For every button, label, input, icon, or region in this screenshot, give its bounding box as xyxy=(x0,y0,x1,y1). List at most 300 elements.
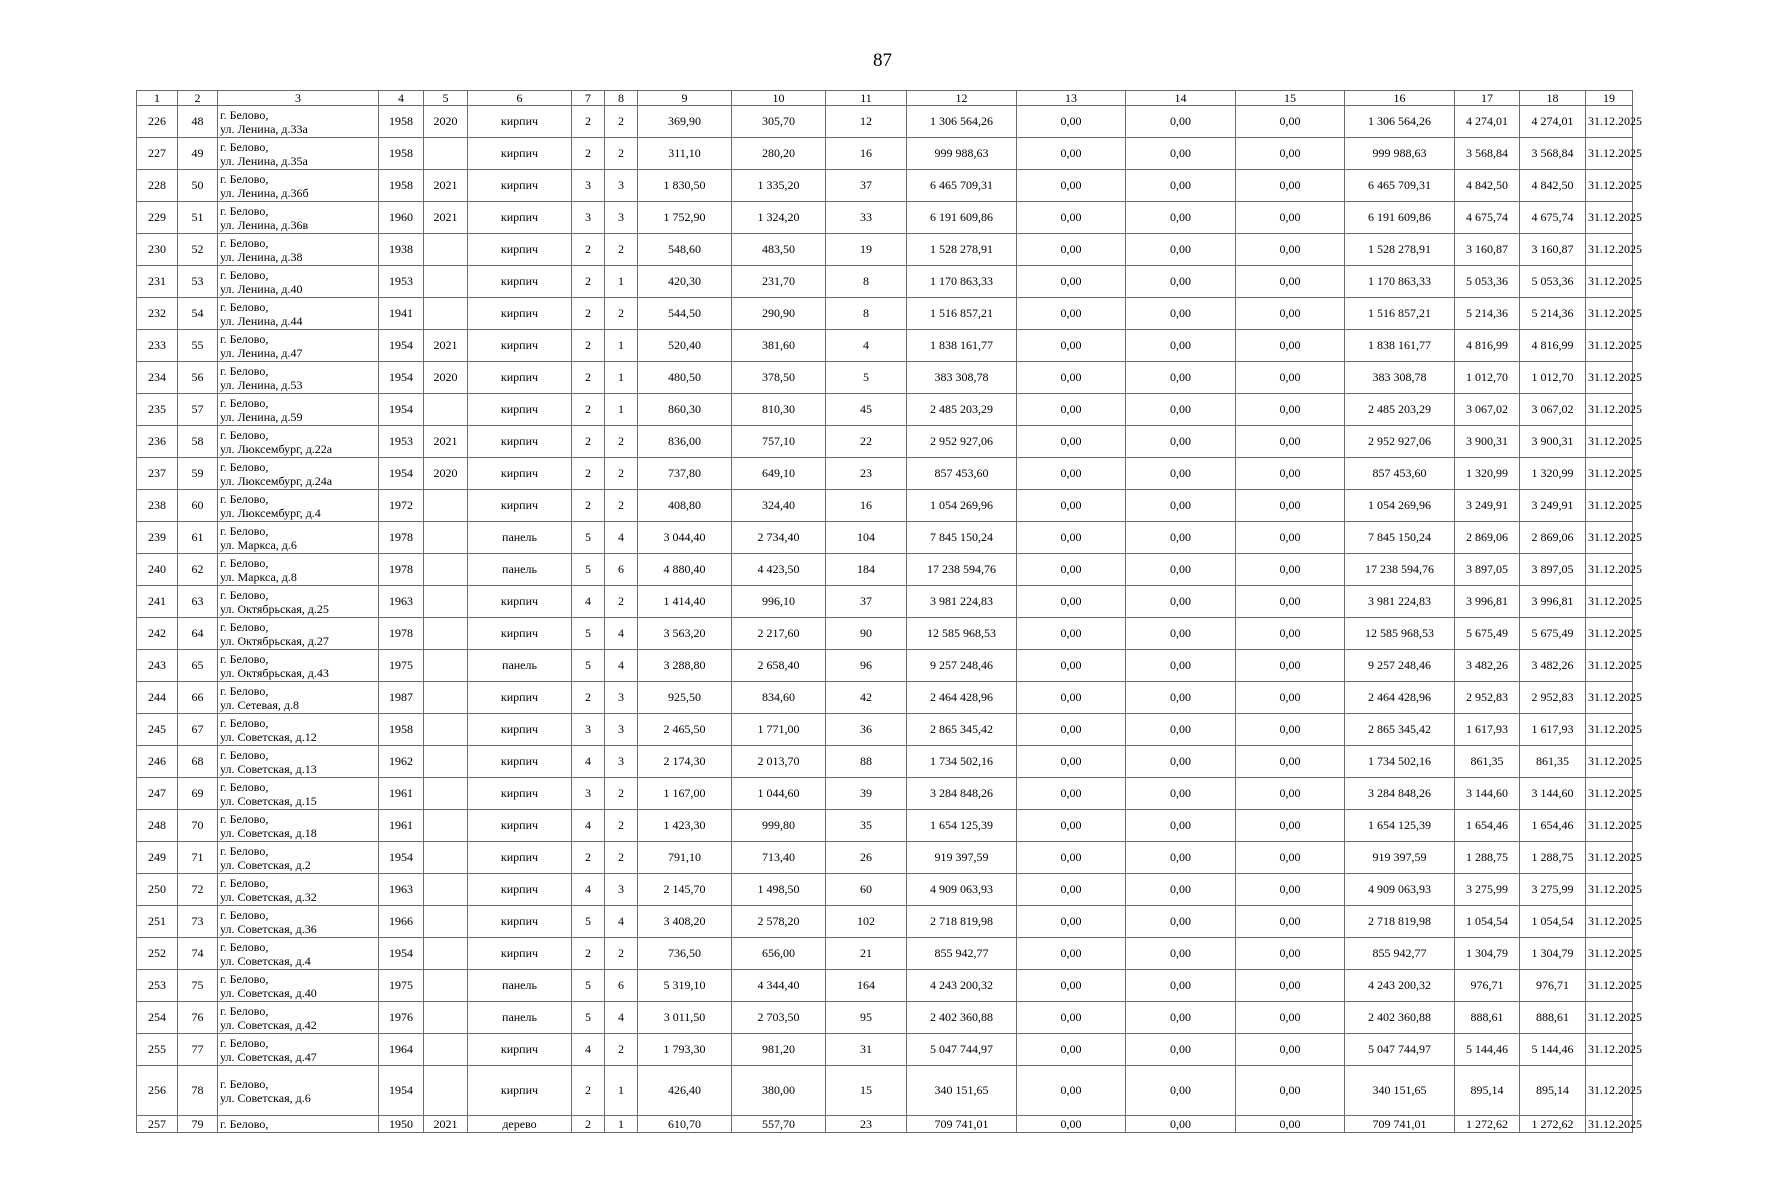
address-cell xyxy=(218,426,379,458)
table-cell: 33 xyxy=(826,202,907,234)
table-cell: 999 988,63 xyxy=(1345,138,1455,170)
table-cell: 3 xyxy=(605,202,638,234)
address-cell xyxy=(218,362,379,394)
table-cell: 3 568,84 xyxy=(1455,138,1520,170)
address-street: ул. Ленина, д.36в xyxy=(220,217,309,232)
table-cell: 4 842,50 xyxy=(1455,170,1520,202)
table-cell: 0,00 xyxy=(1126,778,1236,810)
address-city: г. Белово, xyxy=(220,267,269,282)
table-cell: 2 xyxy=(605,810,638,842)
table-cell: 55 xyxy=(178,330,218,362)
table-cell: 305,70 xyxy=(732,106,826,138)
table-cell: 232 xyxy=(137,298,178,330)
table-cell: 2020 xyxy=(424,458,468,490)
table-cell: 1 306 564,26 xyxy=(1345,106,1455,138)
table-cell: 0,00 xyxy=(1126,202,1236,234)
address-cell xyxy=(218,970,379,1002)
address-city: г. Белово, xyxy=(220,171,269,186)
table-cell: 1 320,99 xyxy=(1520,458,1586,490)
address-street: ул. Ленина, д.40 xyxy=(220,281,303,296)
table-cell: 290,90 xyxy=(732,298,826,330)
table-cell: 1978 xyxy=(379,554,424,586)
table-cell: 96 xyxy=(826,650,907,682)
table-cell: 1963 xyxy=(379,874,424,906)
table-cell: 1 654,46 xyxy=(1520,810,1586,842)
address-street: ул. Советская, д.40 xyxy=(220,985,317,1000)
table-cell: 79 xyxy=(178,1116,218,1133)
table-cell: 3 xyxy=(572,714,605,746)
table-cell: 69 xyxy=(178,778,218,810)
address-street: ул. Советская, д.4 xyxy=(220,953,311,968)
table-cell: 2 952 927,06 xyxy=(1345,426,1455,458)
table-cell: 0,00 xyxy=(1126,1066,1236,1116)
table-cell: 0,00 xyxy=(1236,426,1345,458)
table-cell: 226 xyxy=(137,106,178,138)
table-header xyxy=(137,91,1633,106)
address-street: ул. Советская, д.6 xyxy=(220,1090,311,1105)
table-cell: 102 xyxy=(826,906,907,938)
table-cell: 0,00 xyxy=(1017,458,1126,490)
table-cell: 2 xyxy=(572,1116,605,1133)
table-cell: 0,00 xyxy=(1017,650,1126,682)
table-cell xyxy=(424,234,468,266)
table-cell: 73 xyxy=(178,906,218,938)
table-cell: 2 xyxy=(605,586,638,618)
table-cell: 610,70 xyxy=(638,1116,732,1133)
table-cell: 61 xyxy=(178,522,218,554)
registry-table xyxy=(136,90,1642,1133)
table-cell: 6 191 609,86 xyxy=(1345,202,1455,234)
table-cell: панель xyxy=(468,522,572,554)
table-cell: 0,00 xyxy=(1017,1034,1126,1066)
table-cell: 0,00 xyxy=(1126,874,1236,906)
table-cell: 3 144,60 xyxy=(1455,778,1520,810)
table-cell: 810,30 xyxy=(732,394,826,426)
table-cell: 0,00 xyxy=(1236,938,1345,970)
table-cell: 228 xyxy=(137,170,178,202)
address-street: ул. Люксембург, д.24а xyxy=(220,473,333,488)
table-cell: 4 243 200,32 xyxy=(907,970,1017,1002)
table-cell: 31.12.2025 xyxy=(1586,138,1633,170)
table-cell: 3 900,31 xyxy=(1455,426,1520,458)
address-street: ул. Советская, д.2 xyxy=(220,857,311,872)
address-street: ул. Ленина, д.59 xyxy=(220,409,303,424)
table-cell: 0,00 xyxy=(1126,426,1236,458)
address-street: ул. Советская, д.13 xyxy=(220,761,317,776)
table-row xyxy=(137,298,1633,330)
table-cell: 0,00 xyxy=(1126,650,1236,682)
address-cell xyxy=(218,1002,379,1034)
table-cell: панель xyxy=(468,554,572,586)
table-cell: 16 xyxy=(826,490,907,522)
table-cell: 0,00 xyxy=(1236,1034,1345,1066)
table-cell: 2 xyxy=(572,426,605,458)
table-cell: 60 xyxy=(826,874,907,906)
table-cell: кирпич xyxy=(468,234,572,266)
table-row xyxy=(137,810,1633,842)
table-cell: 0,00 xyxy=(1236,234,1345,266)
table-cell: 2 xyxy=(572,298,605,330)
table-cell: 0,00 xyxy=(1236,394,1345,426)
column-header: 13 xyxy=(1017,91,1126,106)
table-cell: 0,00 xyxy=(1017,874,1126,906)
address-city: г. Белово, xyxy=(220,107,269,122)
address-cell xyxy=(218,682,379,714)
table-body xyxy=(137,106,1642,1133)
table-cell: 3 xyxy=(572,778,605,810)
table-cell: 1 734 502,16 xyxy=(907,746,1017,778)
table-cell: 925,50 xyxy=(638,682,732,714)
table-cell: 257 xyxy=(137,1116,178,1133)
table-cell: 1 xyxy=(605,1066,638,1116)
table-cell: 1 423,30 xyxy=(638,810,732,842)
table-cell: 3 996,81 xyxy=(1455,586,1520,618)
address-street: ул. Октябрьская, д.27 xyxy=(220,633,329,648)
table-cell: кирпич xyxy=(468,842,572,874)
table-cell: 67 xyxy=(178,714,218,746)
table-cell: 1 414,40 xyxy=(638,586,732,618)
table-cell: 255 xyxy=(137,1034,178,1066)
address-city: г. Белово, xyxy=(220,811,269,826)
table-cell: 369,90 xyxy=(638,106,732,138)
table-cell: 0,00 xyxy=(1126,522,1236,554)
table-cell xyxy=(424,1034,468,1066)
address-cell xyxy=(218,298,379,330)
table-cell: 2 734,40 xyxy=(732,522,826,554)
table-cell: 4 xyxy=(572,1034,605,1066)
table-cell: 3 xyxy=(605,714,638,746)
table-cell: 1 617,93 xyxy=(1520,714,1586,746)
table-cell: 0,00 xyxy=(1236,650,1345,682)
table-cell: 63 xyxy=(178,586,218,618)
table-cell: 1 xyxy=(605,362,638,394)
address-cell xyxy=(218,106,379,138)
table-cell xyxy=(424,650,468,682)
table-cell: 855 942,77 xyxy=(907,938,1017,970)
table-cell: 5 047 744,97 xyxy=(907,1034,1017,1066)
table-cell: 0,00 xyxy=(1126,810,1236,842)
table-cell: кирпич xyxy=(468,394,572,426)
table-cell: 5 053,36 xyxy=(1520,266,1586,298)
table-cell: 4 675,74 xyxy=(1455,202,1520,234)
address-cell xyxy=(218,650,379,682)
table-cell: 1975 xyxy=(379,650,424,682)
table-cell: 2 464 428,96 xyxy=(907,682,1017,714)
address-cell xyxy=(218,714,379,746)
table-cell: кирпич xyxy=(468,426,572,458)
table-cell: 4 xyxy=(605,650,638,682)
table-cell: 709 741,01 xyxy=(907,1116,1017,1133)
table-cell: дерево xyxy=(468,1116,572,1133)
table-cell: 0,00 xyxy=(1236,970,1345,1002)
table-cell: 31.12.2025 xyxy=(1586,426,1633,458)
table-cell: 757,10 xyxy=(732,426,826,458)
table-cell: 1961 xyxy=(379,810,424,842)
table-cell: 4 816,99 xyxy=(1520,330,1586,362)
table-cell: 2 952,83 xyxy=(1455,682,1520,714)
table-cell: 23 xyxy=(826,1116,907,1133)
address-cell xyxy=(218,554,379,586)
table-cell: 3 xyxy=(572,202,605,234)
table-cell: 311,10 xyxy=(638,138,732,170)
table-cell: 0,00 xyxy=(1236,682,1345,714)
table-cell: 0,00 xyxy=(1017,522,1126,554)
table-cell: 1958 xyxy=(379,170,424,202)
table-cell: кирпич xyxy=(468,106,572,138)
table-cell: 3 xyxy=(605,874,638,906)
table-cell: 2 xyxy=(605,778,638,810)
table-cell: 0,00 xyxy=(1017,170,1126,202)
table-cell: 3 275,99 xyxy=(1455,874,1520,906)
table-cell: кирпич xyxy=(468,362,572,394)
table-cell: 737,80 xyxy=(638,458,732,490)
table-cell: 1 288,75 xyxy=(1455,842,1520,874)
table-cell: 0,00 xyxy=(1126,170,1236,202)
table-cell: кирпич xyxy=(468,874,572,906)
address-city: г. Белово, xyxy=(220,619,269,634)
table-row xyxy=(137,362,1633,394)
table-cell: 22 xyxy=(826,426,907,458)
table-row xyxy=(137,554,1633,586)
table-cell: 231,70 xyxy=(732,266,826,298)
table-cell: 0,00 xyxy=(1126,1034,1236,1066)
table-cell: 1963 xyxy=(379,586,424,618)
table-cell: 4 xyxy=(572,586,605,618)
table-cell: 2 013,70 xyxy=(732,746,826,778)
table-cell: 21 xyxy=(826,938,907,970)
table-cell: 1 304,79 xyxy=(1520,938,1586,970)
table-cell: 104 xyxy=(826,522,907,554)
table-cell: 236 xyxy=(137,426,178,458)
column-header: 10 xyxy=(732,91,826,106)
address-cell xyxy=(218,810,379,842)
table-cell: кирпич xyxy=(468,490,572,522)
table-cell: 1 793,30 xyxy=(638,1034,732,1066)
table-cell: 1 838 161,77 xyxy=(907,330,1017,362)
address-cell xyxy=(218,490,379,522)
table-cell: 23 xyxy=(826,458,907,490)
address-city: г. Белово, xyxy=(220,491,269,506)
table-cell: 3 067,02 xyxy=(1455,394,1520,426)
table-cell: 39 xyxy=(826,778,907,810)
table-cell: 245 xyxy=(137,714,178,746)
table-cell: 340 151,65 xyxy=(907,1066,1017,1116)
address-street: ул. Октябрьская, д.25 xyxy=(220,601,329,616)
table-cell: 483,50 xyxy=(732,234,826,266)
table-cell: 1 304,79 xyxy=(1455,938,1520,970)
table-cell: 0,00 xyxy=(1126,618,1236,650)
table-cell: 3 897,05 xyxy=(1520,554,1586,586)
address-cell xyxy=(218,778,379,810)
table-cell: 0,00 xyxy=(1126,1116,1236,1133)
table-cell: 2 xyxy=(572,842,605,874)
table-cell: 31.12.2025 xyxy=(1586,906,1633,938)
table-row xyxy=(137,682,1633,714)
table-cell: 56 xyxy=(178,362,218,394)
table-cell: 31.12.2025 xyxy=(1586,842,1633,874)
table-cell: кирпич xyxy=(468,938,572,970)
address-cell xyxy=(218,394,379,426)
table-cell: 3 408,20 xyxy=(638,906,732,938)
address-cell xyxy=(218,330,379,362)
table-cell: 855 942,77 xyxy=(1345,938,1455,970)
table-cell xyxy=(424,810,468,842)
table-cell: кирпич xyxy=(468,138,572,170)
table-cell: 5 xyxy=(572,522,605,554)
table-cell: кирпич xyxy=(468,330,572,362)
table-cell: 919 397,59 xyxy=(1345,842,1455,874)
address-city: г. Белово, xyxy=(220,779,269,794)
table-cell: 3 160,87 xyxy=(1455,234,1520,266)
table-cell: 31.12.2025 xyxy=(1586,970,1633,1002)
table-cell: 4 243 200,32 xyxy=(1345,970,1455,1002)
table-cell: 0,00 xyxy=(1017,618,1126,650)
address-city: г. Белово, xyxy=(220,363,269,378)
table-cell: 1 830,50 xyxy=(638,170,732,202)
table-cell: 1953 xyxy=(379,426,424,458)
table-cell: 234 xyxy=(137,362,178,394)
table-cell: 713,40 xyxy=(732,842,826,874)
table-cell: 2 174,30 xyxy=(638,746,732,778)
table-cell: 31.12.2025 xyxy=(1586,394,1633,426)
table-cell: 3 144,60 xyxy=(1520,778,1586,810)
table-cell: 0,00 xyxy=(1017,362,1126,394)
address-city: г. Белово, xyxy=(220,1117,269,1131)
table-cell: 3 981 224,83 xyxy=(907,586,1017,618)
table-row xyxy=(137,650,1633,682)
table-cell: 1966 xyxy=(379,906,424,938)
address-cell xyxy=(218,586,379,618)
table-cell: 8 xyxy=(826,298,907,330)
table-cell xyxy=(424,1066,468,1116)
table-cell: 50 xyxy=(178,170,218,202)
table-cell: 6 xyxy=(605,554,638,586)
table-cell: 31.12.2025 xyxy=(1586,298,1633,330)
table-cell: 1 320,99 xyxy=(1455,458,1520,490)
table-cell: 0,00 xyxy=(1126,842,1236,874)
table-cell: 426,40 xyxy=(638,1066,732,1116)
table-cell: 3 xyxy=(605,746,638,778)
table-cell: 19 xyxy=(826,234,907,266)
table-cell: 4 xyxy=(572,810,605,842)
table-cell: 16 xyxy=(826,138,907,170)
table-cell: 4 909 063,93 xyxy=(1345,874,1455,906)
table-cell: 4 675,74 xyxy=(1520,202,1586,234)
table-cell: 0,00 xyxy=(1126,682,1236,714)
address-cell xyxy=(218,234,379,266)
address-city: г. Белово, xyxy=(220,299,269,314)
table-cell: кирпич xyxy=(468,298,572,330)
table-cell: 378,50 xyxy=(732,362,826,394)
table-cell: 31.12.2025 xyxy=(1586,170,1633,202)
table-cell: 3 xyxy=(605,682,638,714)
table-cell: 0,00 xyxy=(1126,938,1236,970)
table-row xyxy=(137,906,1633,938)
table-cell: 1 167,00 xyxy=(638,778,732,810)
table-cell: 383 308,78 xyxy=(907,362,1017,394)
table-cell: 0,00 xyxy=(1236,842,1345,874)
table-cell: 2 xyxy=(605,234,638,266)
table-cell xyxy=(424,522,468,554)
table-cell: 0,00 xyxy=(1236,202,1345,234)
table-cell: 31.12.2025 xyxy=(1586,554,1633,586)
table-row xyxy=(137,586,1633,618)
table-cell: 2 xyxy=(572,330,605,362)
table-cell: 0,00 xyxy=(1017,970,1126,1002)
address-city: г. Белово, xyxy=(220,907,269,922)
address-street: ул. Советская, д.32 xyxy=(220,889,317,904)
table-cell: 78 xyxy=(178,1066,218,1116)
table-cell: 736,50 xyxy=(638,938,732,970)
address-street: ул. Советская, д.47 xyxy=(220,1049,317,1064)
table-cell: 4 xyxy=(605,522,638,554)
table-cell xyxy=(424,938,468,970)
column-header: 19 xyxy=(1586,91,1633,106)
table-cell: 37 xyxy=(826,170,907,202)
column-header: 1 xyxy=(137,91,178,106)
table-cell: 3 563,20 xyxy=(638,618,732,650)
table-cell: 2021 xyxy=(424,1116,468,1133)
table-cell: 0,00 xyxy=(1017,906,1126,938)
table-cell: 64 xyxy=(178,618,218,650)
table-cell: 0,00 xyxy=(1236,106,1345,138)
table-cell: 5 xyxy=(826,362,907,394)
table-cell: 0,00 xyxy=(1126,138,1236,170)
table-cell: 0,00 xyxy=(1126,1002,1236,1034)
table-cell: 2 xyxy=(572,682,605,714)
table-cell: 90 xyxy=(826,618,907,650)
table-cell: 229 xyxy=(137,202,178,234)
table-cell: 0,00 xyxy=(1236,714,1345,746)
table-cell: 1 054 269,96 xyxy=(1345,490,1455,522)
table-cell: 4 842,50 xyxy=(1520,170,1586,202)
table-cell: 0,00 xyxy=(1126,490,1236,522)
table-row xyxy=(137,746,1633,778)
table-cell: 241 xyxy=(137,586,178,618)
table-cell: кирпич xyxy=(468,266,572,298)
table-cell: 4 274,01 xyxy=(1455,106,1520,138)
table-cell: 0,00 xyxy=(1017,714,1126,746)
address-city: г. Белово, xyxy=(220,139,269,154)
table-cell: 5 144,46 xyxy=(1520,1034,1586,1066)
address-cell xyxy=(218,618,379,650)
header-row xyxy=(137,91,1633,106)
table-cell: 1 xyxy=(605,1116,638,1133)
table-cell: 6 465 709,31 xyxy=(1345,170,1455,202)
address-street: ул. Советская, д.12 xyxy=(220,729,317,744)
table-cell: 2 xyxy=(605,842,638,874)
table-cell: 2020 xyxy=(424,106,468,138)
table-cell xyxy=(424,682,468,714)
address-cell xyxy=(218,842,379,874)
table-cell: 1954 xyxy=(379,842,424,874)
address-cell xyxy=(218,874,379,906)
table-row xyxy=(137,234,1633,266)
table-cell: 1 170 863,33 xyxy=(1345,266,1455,298)
table-cell: 2 865 345,42 xyxy=(1345,714,1455,746)
table-cell: 1 xyxy=(605,330,638,362)
table-cell: 31.12.2025 xyxy=(1586,586,1633,618)
table-cell xyxy=(424,554,468,586)
address-cell xyxy=(218,746,379,778)
table-cell: 37 xyxy=(826,586,907,618)
table-row xyxy=(137,426,1633,458)
table-cell: 1 288,75 xyxy=(1520,842,1586,874)
table-cell: 3 067,02 xyxy=(1520,394,1586,426)
address-city: г. Белово, xyxy=(220,1003,269,1018)
table-cell: 31.12.2025 xyxy=(1586,1002,1633,1034)
table-row xyxy=(137,714,1633,746)
